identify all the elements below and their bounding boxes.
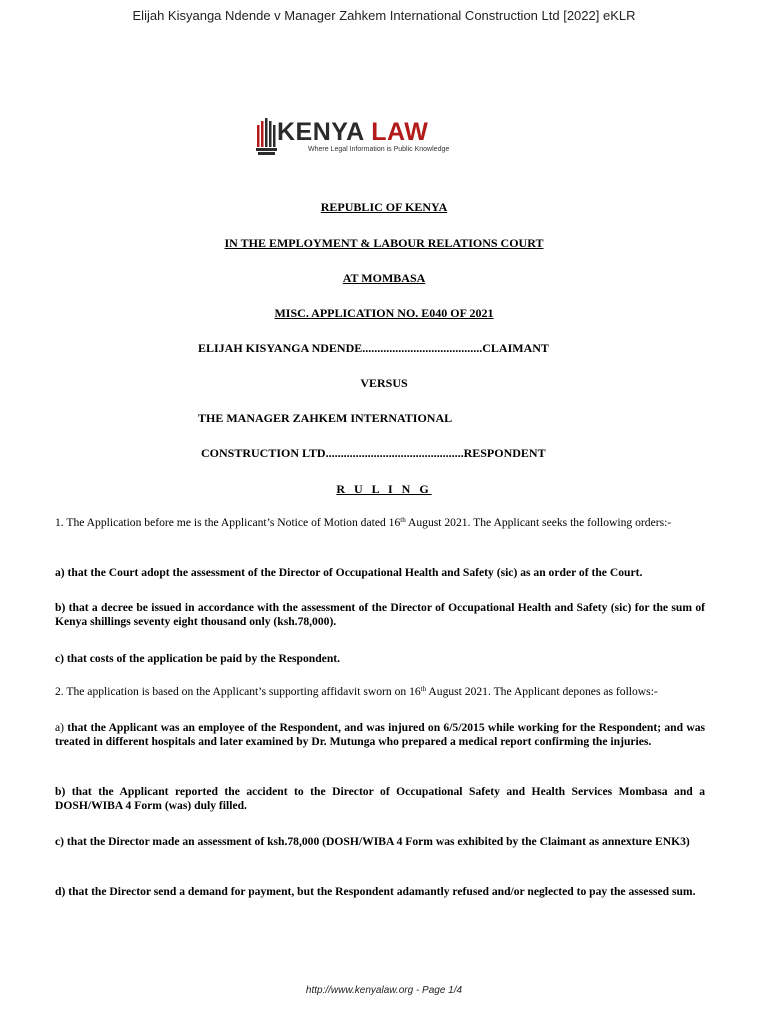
deposition-d: d) that the Director send a demand for payment, but the Respondent adamantly refused and/or neglected to pay the assessed sum. — [55, 885, 696, 898]
order-a: a) that the Court adopt the assessment of the Director of Occupational Health and Safety (sic) as an order of the Court. — [55, 566, 643, 579]
deposition-b: b) that the Applicant reported the accident to the Director of Occupational Safety and Health Services Mombasa and a DOSH/WIBA 4 Form (was) duly filled. — [55, 785, 705, 812]
pillars-icon — [256, 117, 278, 157]
location-heading: AT MOMBASA — [342, 271, 426, 285]
deposition-c: c) that the Director made an assessment of ksh.78,000 (DOSH/WIBA 4 Form was exhibited by the Claimant as annexture ENK3) — [55, 835, 690, 848]
paragraph-1: 1. The Application before me is the Applicant’s Notice of Motion dated 16th August 2021. The Applicant seeks the following orders:- — [55, 516, 672, 529]
kenya-law-logo — [256, 117, 466, 159]
paragraph-2: 2. The application is based on the Applicant’s supporting affidavit sworn on 16th August 2021. The Applicant depones as follows:- — [55, 685, 658, 698]
document-header-title: Elijah Kisyanga Ndende v Manager Zahkem International Construction Ltd [2022] eKLR — [132, 8, 636, 23]
ruling-heading: R U L I N G — [336, 482, 432, 496]
claimant-line: ELIJAH KISYANGA NDENDE........................................CLAIMANT — [198, 341, 549, 355]
case-number-heading: MISC. APPLICATION NO. E040 OF 2021 — [274, 306, 494, 320]
logo-wordmark: KENYA LAW — [277, 118, 429, 146]
order-c: c) that costs of the application be paid by the Respondent. — [55, 652, 341, 665]
logo-tagline: Where Legal Information is Public Knowledge — [308, 146, 450, 153]
republic-heading: REPUBLIC OF KENYA — [320, 200, 448, 214]
respondent-line-1: THE MANAGER ZAHKEM INTERNATIONAL — [198, 411, 453, 425]
deposition-a: a) that the Applicant was an employee of the Respondent, and was injured on 6/5/2015 while working for the Respondent; and was treated in different hospitals and later examined by Dr. Mutunga who prepared a medical report confirming the injuries. — [55, 721, 705, 748]
court-heading: IN THE EMPLOYMENT & LABOUR RELATIONS COURT — [224, 236, 544, 250]
respondent-line-2: CONSTRUCTION LTD..............................................RESPONDENT — [201, 446, 546, 460]
order-b: b) that a decree be issued in accordance with the assessment of the Director of Occupational Health and Safety (sic) for the sum of Kenya shillings seventy eight thousand only (ksh.78,000). — [55, 601, 705, 628]
page-footer: http://www.kenyalaw.org - Page 1/4 — [305, 985, 463, 996]
versus-line: VERSUS — [360, 376, 408, 390]
